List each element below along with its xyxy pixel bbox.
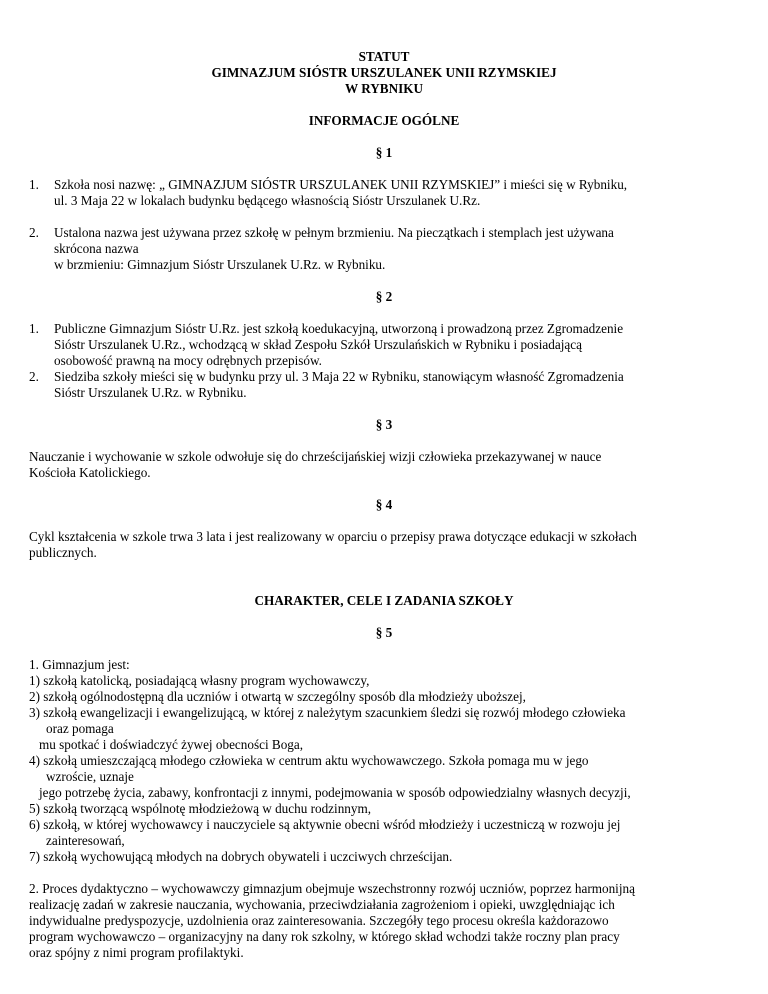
text-line: publicznych. [29,545,97,560]
text-line: 2. Proces dydaktyczno – wychowawczy gimnazjum obejmuje wszechstronny rozwój uczniów, poprzez harmonijną [29,881,635,896]
title-line-1: STATUT [358,49,410,64]
par2-item-1 [29,321,743,369]
item-text-line: skrócona nazwa [54,241,139,256]
list-item-3-line-1: 3) szkołą ewangelizacji i ewangelizującą, w której z należytym szacunkiem śledzi się rozwój młodego człowieka [29,705,626,720]
text-line: realizację zadań w zakresie nauczania, wychowania, przeciwdziałania zagrożeniom i opieki, uwzględniając ich [29,897,615,912]
item-text-line: Sióstr Urszulanek U.Rz. w Rybniku. [54,385,247,400]
item-number: 1. [29,321,39,336]
item-text-line: osobowość prawną na mocy odrębnych przepisów. [54,353,322,368]
title-line-2: GIMNAZJUM SIÓSTR URSZULANEK UNII RZYMSKIEJ [211,65,557,80]
item-number: 2. [29,225,39,240]
list-item-6-line-2: zainteresowań, [46,833,125,848]
item-text-line: Szkoła nosi nazwę: „ GIMNAZJUM SIÓSTR URSZULANEK UNII RZYMSKIEJ” i mieści się w Rybniku, [54,177,628,192]
text-line: oraz spójny z nimi program profilaktyki. [29,945,244,960]
item-number: 2. [29,369,39,384]
paragraph-label-5: § 5 [375,625,393,640]
section-heading-character: CHARAKTER, CELE I ZADANIA SZKOŁY [254,593,514,608]
text-line: Kościoła Katolickiego. [29,465,151,480]
section-heading-general: INFORMACJE OGÓLNE [308,113,460,128]
par1-item-1 [29,177,743,209]
item-text-line: w brzmieniu: Gimnazjum Sióstr Urszulanek U.Rz. w Rybniku. [54,257,386,272]
list-item-3-line-2: oraz pomaga [46,721,114,736]
par5-list [29,657,743,865]
title-line-3: W RYBNIKU [344,81,424,96]
item-text-line: Siedziba szkoły mieści się w budynku przy ul. 3 Maja 22 w Rybniku, stanowiącym własność Zgromadzenia [54,369,624,384]
par3-text [29,449,743,481]
item-text-line: ul. 3 Maja 22 w lokalach budynku będącego własnością Sióstr Urszulanek U.Rz. [54,193,481,208]
list-item-4-line-3: jego potrzebę życia, zabawy, konfrontacji z innymi, podejmowania w sposób odpowiedzialny własnych decyzji, [39,785,631,800]
text-line: Cykl kształcenia w szkole trwa 3 lata i jest realizowany w oparciu o przepisy prawa dotyczące edukacji w szkołach [29,529,637,544]
list-item-4-line-2: wzroście, uznaje [46,769,134,784]
par5-point-2 [29,881,743,961]
list-item-4-line-1: 4) szkołą umieszczającą młodego człowieka w centrum aktu wychowawczego. Szkoła pomaga mu w jego [29,753,589,768]
list-item-3-line-3: mu spotkać i doświadczyć żywej obecności Boga, [39,737,304,752]
list-item-5: 5) szkołą tworzącą wspólnotę młodzieżową w duchu rodzinnym, [29,801,372,816]
text-line: Nauczanie i wychowanie w szkole odwołuje się do chrześcijańskiej wizji człowieka przekazywanej w nauce [29,449,602,464]
item-number: 1. [29,177,39,192]
text-line: program wychowawczo – organizacyjny na dany rok szkolny, w którego skład wchodzi także roczny plan pracy [29,929,620,944]
list-item-1: 1) szkołą katolicką, posiadającą własny program wychowawczy, [29,673,370,688]
paragraph-label-4: § 4 [375,497,393,512]
par2-item-2 [29,369,743,401]
item-text-line: Publiczne Gimnazjum Sióstr U.Rz. jest szkołą koedukacyjną, utworzoną i prowadzoną przez Zgromadzenie [54,321,624,336]
document-title [20,49,748,97]
list-item-2: 2) szkołą ogólnodostępną dla uczniów i otwartą w szczególny sposób dla młodzieży uboższej, [29,689,526,704]
par1-item-2 [29,225,743,273]
item-text-line: Ustalona nazwa jest używana przez szkołę w pełnym brzmieniu. Na pieczątkach i stemplach jest używana [54,225,614,240]
list-item-6-line-1: 6) szkołą, w której wychowawcy i nauczyciele są aktywnie obecni wśród młodzieży i uczestniczą w rozwoju jej [29,817,621,832]
item-text-line: Sióstr Urszulanek U.Rz., wchodzącą w skład Zespołu Szkół Urszulańskich w Rybniku i posiadającą [54,337,582,352]
paragraph-label-1: § 1 [375,145,393,160]
par4-text [29,529,743,561]
list-intro: 1. Gimnazjum jest: [29,657,130,672]
paragraph-label-3: § 3 [375,417,393,432]
list-item-7: 7) szkołą wychowującą młodych na dobrych obywateli i uczciwych chrześcijan. [29,849,453,864]
text-line: indywidualne predyspozycje, uzdolnienia oraz zainteresowania. Szczegóły tego procesu określa każdorazowo [29,913,609,928]
paragraph-label-2: § 2 [375,289,393,304]
